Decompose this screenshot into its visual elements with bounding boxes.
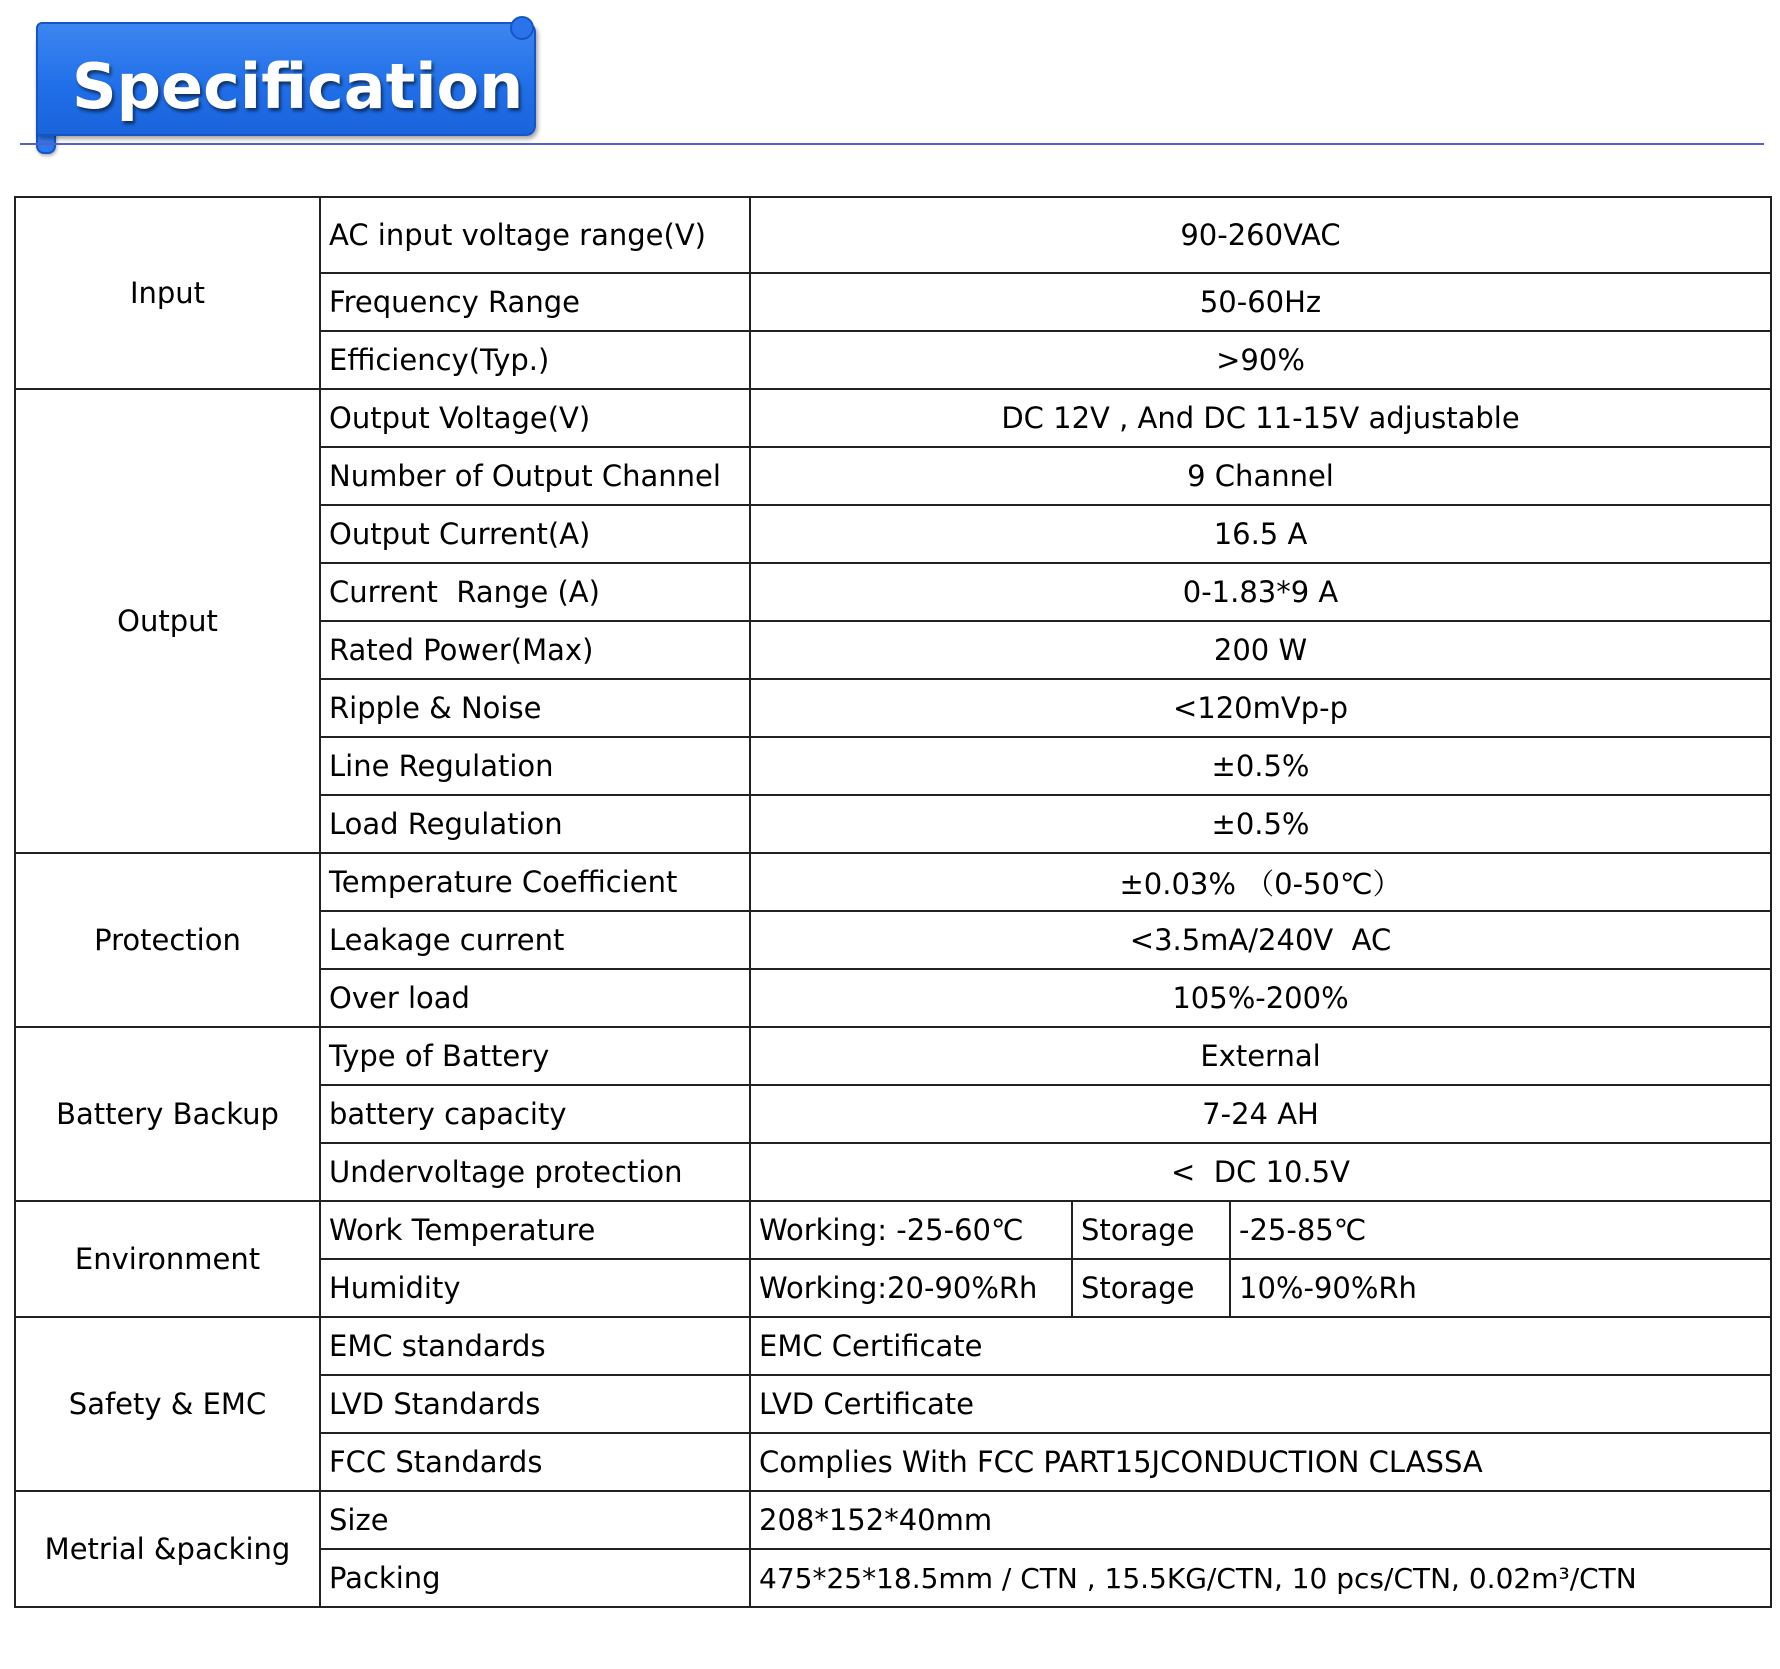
table-row bbox=[15, 1317, 1771, 1375]
param-label: Frequency Range bbox=[320, 273, 750, 331]
param-label: Undervoltage protection bbox=[320, 1143, 750, 1201]
param-label: Humidity bbox=[320, 1259, 750, 1317]
param-value: >90% bbox=[750, 331, 1771, 389]
param-value: EMC Certificate bbox=[750, 1317, 1771, 1375]
param-value: 0-1.83*9 A bbox=[750, 563, 1771, 621]
storage-label: Storage bbox=[1072, 1201, 1230, 1259]
param-value: 50-60Hz bbox=[750, 273, 1771, 331]
storage-label: Storage bbox=[1072, 1259, 1230, 1317]
param-label: Output Voltage(V) bbox=[320, 389, 750, 447]
param-label: Current Range (A) bbox=[320, 563, 750, 621]
param-label: Packing bbox=[320, 1549, 750, 1607]
table-row bbox=[15, 197, 1771, 273]
param-value: 16.5 A bbox=[750, 505, 1771, 563]
table-row bbox=[15, 1027, 1771, 1085]
section-label-protection: Protection bbox=[15, 853, 320, 1027]
table-row bbox=[15, 1201, 1771, 1259]
storage-value: -25-85℃ bbox=[1230, 1201, 1771, 1259]
banner-scroll-curl bbox=[510, 16, 534, 40]
param-value: LVD Certificate bbox=[750, 1375, 1771, 1433]
param-label: Size bbox=[320, 1491, 750, 1549]
param-value: 208*152*40mm bbox=[750, 1491, 1771, 1549]
param-label: Load Regulation bbox=[320, 795, 750, 853]
param-value: <120mVp-p bbox=[750, 679, 1771, 737]
param-label: FCC Standards bbox=[320, 1433, 750, 1491]
section-label-output: Output bbox=[15, 389, 320, 853]
param-value: 105%-200% bbox=[750, 969, 1771, 1027]
param-label: Output Current(A) bbox=[320, 505, 750, 563]
param-label: Number of Output Channel bbox=[320, 447, 750, 505]
param-label: Over load bbox=[320, 969, 750, 1027]
specification-table bbox=[14, 196, 1772, 1608]
param-value: ±0.5% bbox=[750, 737, 1771, 795]
section-label-battery-backup: Battery Backup bbox=[15, 1027, 320, 1201]
param-value: ±0.5% bbox=[750, 795, 1771, 853]
param-value: Complies With FCC PART15JCONDUCTION CLASSA bbox=[750, 1433, 1771, 1491]
working-value: Working:20-90%Rh bbox=[750, 1259, 1072, 1317]
section-label-environment: Environment bbox=[15, 1201, 320, 1317]
param-value: ±0.03% （0-50℃） bbox=[750, 853, 1771, 911]
param-value: 9 Channel bbox=[750, 447, 1771, 505]
param-label: Work Temperature bbox=[320, 1201, 750, 1259]
param-label: Ripple & Noise bbox=[320, 679, 750, 737]
param-value: 7-24 AH bbox=[750, 1085, 1771, 1143]
param-label: AC input voltage range(V) bbox=[320, 197, 750, 273]
header-divider bbox=[20, 143, 1764, 145]
section-label-safety-emc: Safety & EMC bbox=[15, 1317, 320, 1491]
param-label: Temperature Coefficient bbox=[320, 853, 750, 911]
section-label-material-packing: Metrial &packing bbox=[15, 1491, 320, 1607]
page-title: Specification bbox=[72, 50, 524, 123]
working-value: Working: -25-60℃ bbox=[750, 1201, 1072, 1259]
param-label: Rated Power(Max) bbox=[320, 621, 750, 679]
param-value: 475*25*18.5mm / CTN , 15.5KG/CTN, 10 pcs/CTN, 0.02m³/CTN bbox=[750, 1549, 1771, 1607]
param-value: External bbox=[750, 1027, 1771, 1085]
storage-value: 10%-90%Rh bbox=[1230, 1259, 1771, 1317]
param-label: Line Regulation bbox=[320, 737, 750, 795]
param-value: 200 W bbox=[750, 621, 1771, 679]
param-value: <3.5mA/240V AC bbox=[750, 911, 1771, 969]
table-row bbox=[15, 389, 1771, 447]
param-label: Efficiency(Typ.) bbox=[320, 331, 750, 389]
param-label: EMC standards bbox=[320, 1317, 750, 1375]
param-label: LVD Standards bbox=[320, 1375, 750, 1433]
param-value: 90-260VAC bbox=[750, 197, 1771, 273]
param-label: Type of Battery bbox=[320, 1027, 750, 1085]
param-label: Leakage current bbox=[320, 911, 750, 969]
param-label: battery capacity bbox=[320, 1085, 750, 1143]
param-value: < DC 10.5V bbox=[750, 1143, 1771, 1201]
section-label-input: Input bbox=[15, 197, 320, 389]
table-row bbox=[15, 1491, 1771, 1549]
param-value: DC 12V , And DC 11-15V adjustable bbox=[750, 389, 1771, 447]
table-row bbox=[15, 853, 1771, 911]
